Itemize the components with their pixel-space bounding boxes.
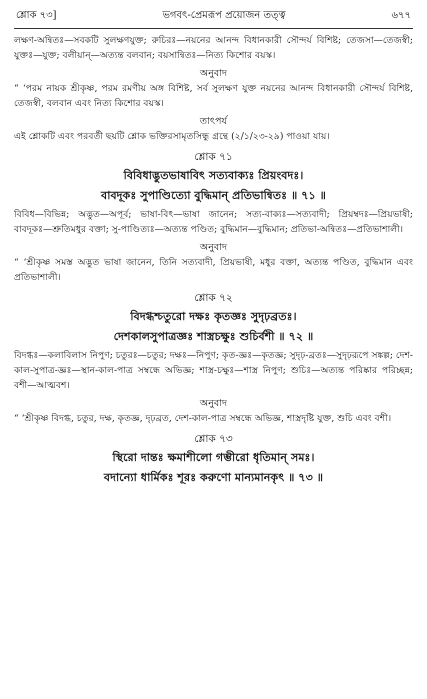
verse-72-line-2: দেশকালসুপাত্রজ্ঞঃ শাস্ত্রচক্ষুঃ শুচির্বশী ॥ ৭২ ॥: [113, 329, 314, 343]
anubad-heading-71: অনুবাদ: [199, 242, 228, 253]
header-rule: [14, 28, 413, 29]
word-meanings-70: লক্ষণ-অন্বিতঃ—সবকটি সুলক্ষণযুক্ত; রুচিরঃ—নয়নের আনন্দ বিধানকারী সৌন্দর্য বিশিষ্ট; তেজসা—তেজস্বী; যুক্তঃ—যুক্ত; বলীয়ান্—অত্যন্ত বলবান; বয়সান্বিতঃ—নিত্য কিশোর বয়স্ক।: [14, 35, 413, 61]
word-meanings-71: বিবিধ—বিভিন্ন; অদ্ভুত—অপূর্ব; ভাষা-বিৎ—ভাষা জানেন; সত্য-বাক্যঃ—সত্যবাদী; প্রিয়ম্বদঃ—প্রিয়ভাষী; বাবদূকঃ—শ্রুতিমধুর বক্তা; সু-পাণ্ডিত্যঃ—অত্যন্ত পণ্ডিত; বুদ্ধিমান—বুদ্ধিমান; প্রতিভা-অন্বিতঃ—প্রতিভাশালী।: [14, 209, 413, 235]
verse-71-line-1: বিবিধাদ্ভুতভাষাবিৎ সত্যবাক্যঃ প্রিয়ংবদঃ।: [123, 168, 304, 182]
running-header: [14, 6, 413, 28]
verse-73-line-1: স্থিরো দান্তঃ ক্ষমাশীলো গম্ভীরো ধৃতিমান্ সমঃ।: [112, 450, 315, 464]
header-verse-ref: শ্লোক ৭৩]: [16, 10, 57, 21]
header-page-number: ৬৭৭: [391, 10, 411, 21]
verse-heading-71: শ্লোক ৭১: [194, 151, 233, 163]
translation-71: “ ‘শ্রীকৃষ্ণ সমস্ত অদ্ভুত ভাষা জানেন, তিনি সত্যবাদী, প্রিয়ভাষী, মধুর বক্তা, অত্যন্ত পণ্ডিত, বুদ্ধিমান এবং প্রতিভাশালী।: [14, 257, 413, 283]
verse-heading-72: শ্লোক ৭২: [194, 292, 233, 304]
anubad-heading-72: অনুবাদ: [199, 398, 228, 409]
word-meanings-72: বিদগ্ধঃ—কলাবিলাস নিপুণ; চতুরঃ—চতুর; দক্ষঃ—নিপুণ; কৃত-জ্ঞঃ—কৃতজ্ঞ; সুদৃঢ়-ব্রতঃ—সুদৃঢ়রূপে সঙ্কল্প; দেশ-কাল-সুপাত্র-জ্ঞঃ—স্থান-কাল-পাত্র সম্বন্ধে অভিজ্ঞ; শাস্ত্র-চক্ষুঃ—শাস্ত্র নিপুণ; শুচিঃ—অত্যন্ত পরিষ্কার পরিচ্ছন্ন; বশী—আত্মবশ।: [14, 350, 413, 391]
anubad-heading-70: অনুবাদ: [199, 68, 228, 79]
translation-72: “ ‘শ্রীকৃষ্ণ বিদগ্ধ, চতুর, দক্ষ, কৃতজ্ঞ, দৃঢ়ব্রত, দেশ-কাল-পাত্র সম্বন্ধে অভিজ্ঞ, শাস্ত্রদৃষ্টি যুক্ত, শুচি এবং বশী।: [14, 413, 392, 424]
translation-70: “ ‘পরম নায়ক শ্রীকৃষ্ণ, পরম রমণীয় অঙ্গ বিশিষ্ট, সর্ব সুলক্ষণ যুক্ত নয়নের আনন্দ বিধানকারী সৌন্দর্য বিশিষ্ট, তেজস্বী, বলবান এবং নিত্য কিশোর বয়স্ক।: [14, 83, 413, 109]
tatparya-heading: তাৎপর্য: [199, 116, 228, 127]
verse-71-line-2: বাবদূকঃ সুপাণ্ডিত্যো বুদ্ধিমান্ প্রতিভান্বিতঃ ॥ ৭১ ॥: [100, 188, 326, 202]
verse-heading-73: শ্লোক ৭৩: [194, 433, 233, 445]
header-chapter-title: ভগবৎ-প্রেমরূপ প্রয়োজন তত্ত্ব: [162, 10, 286, 21]
purport-70: এই শ্লোকটি এবং পরবর্তী ছয়টি শ্লোক ভক্তিরসামৃতসিন্ধু গ্রন্থে (২/১/২৩-২৯) পাওয়া যায়।: [14, 131, 330, 142]
verse-72-line-1: বিদগ্ধশ্চতুরো দক্ষঃ কৃতজ্ঞঃ সুদৃঢ়ব্রতঃ।: [130, 309, 297, 323]
verse-73-line-2: বদান্যো ধার্মিকঃ শূরঃ করুণো মান্যমানকৃৎ ॥ ৭৩ ॥: [103, 470, 324, 484]
